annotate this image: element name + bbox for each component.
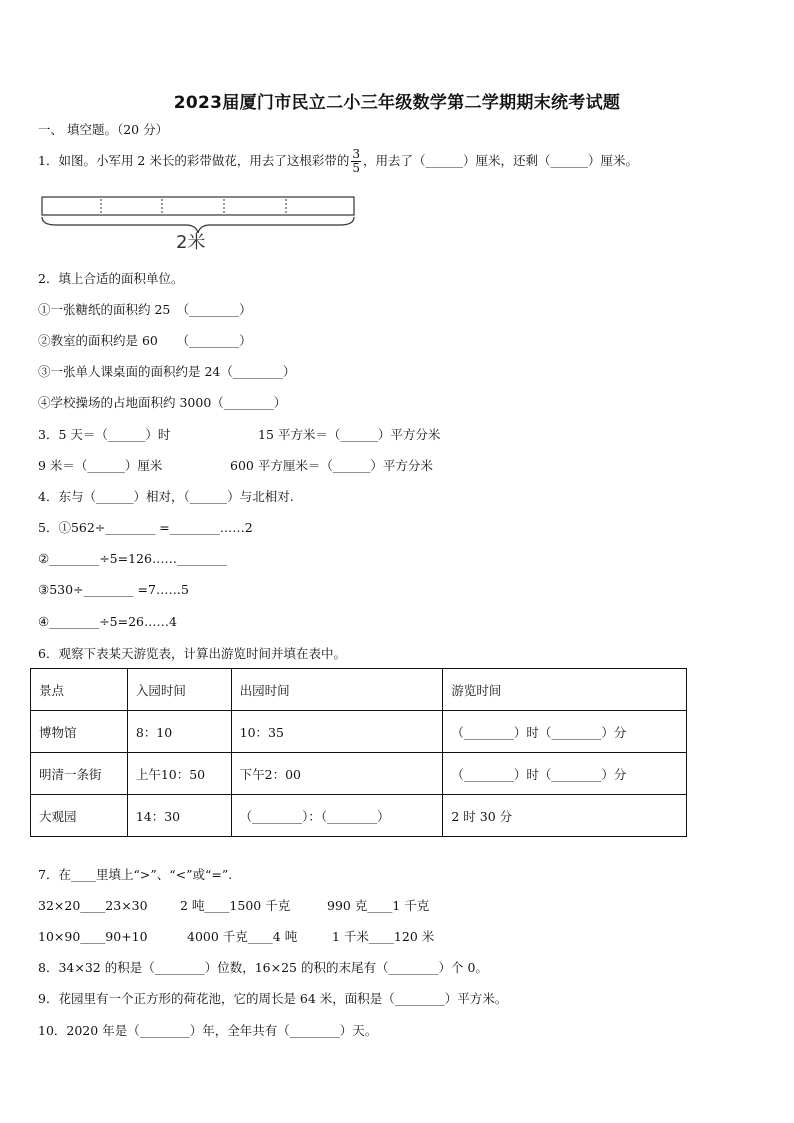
question-7-stem: 7．在____里填上“>”、“<”或“=”. [38, 867, 233, 882]
question-5-item: 5．①562÷________ =________……2 [38, 520, 253, 535]
table-cell: 博物馆 [31, 711, 128, 753]
table-row [31, 753, 687, 795]
table-cell: 大观园 [31, 795, 128, 837]
question-9: 9．花园里有一个正方形的荷花池，它的周长是 64 米，面积是（________）平方米。 [38, 991, 508, 1006]
table-cell: 明清一条街 [31, 753, 128, 795]
fraction [351, 148, 361, 175]
tour-schedule-table [30, 668, 687, 837]
question-7-comparison: 32×20____23×30 [38, 898, 148, 913]
ribbon-diagram [41, 195, 361, 260]
ribbon-brace [42, 217, 354, 233]
table-cell: 10：35 [231, 711, 443, 753]
question-8: 8．34×32 的积是（________）位数，16×25 的积的末尾有（________）个 0。 [38, 960, 488, 975]
table-header-cell: 出园时间 [231, 669, 443, 711]
question-7-comparison: 10×90____90+10 [38, 929, 148, 944]
question-3-a: 3．5 天＝（______）时 [38, 427, 171, 442]
question-1 [38, 148, 638, 175]
ribbon-length-label: 2米 [176, 232, 206, 253]
question-2-item: ①一张糖纸的面积约 25 （________） [38, 302, 252, 317]
question-3-b: 15 平方米＝（______）平方分米 [258, 427, 441, 442]
question-7-comparison: 1 千米____120 米 [332, 929, 435, 944]
question-7-comparison: 990 克____1 千克 [327, 898, 430, 913]
question-7-comparison: 4000 千克____4 吨 [187, 929, 298, 944]
question-7-comparison: 2 吨____1500 千克 [180, 898, 291, 913]
question-3-c: 9 米＝（______）厘米 [38, 458, 163, 473]
question-6-stem: 6．观察下表某天游览表，计算出游览时间并填在表中。 [38, 646, 346, 661]
page-title: 2023届厦门市民立二小三年级数学第二学期期末统考试题 [173, 93, 621, 113]
table-cell: （________）时（________）分 [443, 753, 687, 795]
question-5-item: ②________÷5=126……________ [38, 551, 227, 566]
table-cell: 下午2：00 [231, 753, 443, 795]
table-header-row [31, 669, 687, 711]
question-2-item: ③一张单人课桌面的面积约是 24（________） [38, 364, 296, 379]
question-2-item: ②教室的面积约是 60 （________） [38, 333, 252, 348]
table-cell: 8：10 [127, 711, 231, 753]
question-1-text-before: 1．如图。小军用 2 米长的彩带做花，用去了这根彩带的 [38, 153, 350, 168]
fraction-numerator: 3 [352, 147, 360, 161]
section-heading: 一、 填空题。（20 分） [38, 122, 169, 137]
table-cell: 14：30 [127, 795, 231, 837]
table-cell: （________）：（________） [231, 795, 443, 837]
question-2-item: ④学校操场的占地面积约 3000（________） [38, 395, 287, 410]
question-5-item: ③530÷________ =7……5 [38, 582, 189, 597]
table-row [31, 711, 687, 753]
ribbon-strip [42, 197, 354, 215]
table-header-cell: 景点 [31, 669, 128, 711]
question-2-stem: 2．填上合适的面积单位。 [38, 271, 184, 286]
table-cell: 上午10：50 [127, 753, 231, 795]
table-row [31, 795, 687, 837]
question-1-text-after: ，用去了（______）厘米，还剩（______）厘米。 [363, 153, 639, 168]
question-3-d: 600 平方厘米＝（______）平方分米 [230, 458, 433, 473]
question-10: 10．2020 年是（________）年，全年共有（________）天。 [38, 1023, 378, 1038]
question-4: 4．东与（______）相对，（______）与北相对. [38, 489, 294, 504]
table-cell: （________）时（________）分 [443, 711, 687, 753]
table-cell: 2 时 30 分 [443, 795, 687, 837]
fraction-denominator: 5 [352, 161, 360, 175]
table-header-cell: 入园时间 [127, 669, 231, 711]
question-5-item: ④________÷5=26……4 [38, 614, 177, 629]
table-header-cell: 游览时间 [443, 669, 687, 711]
